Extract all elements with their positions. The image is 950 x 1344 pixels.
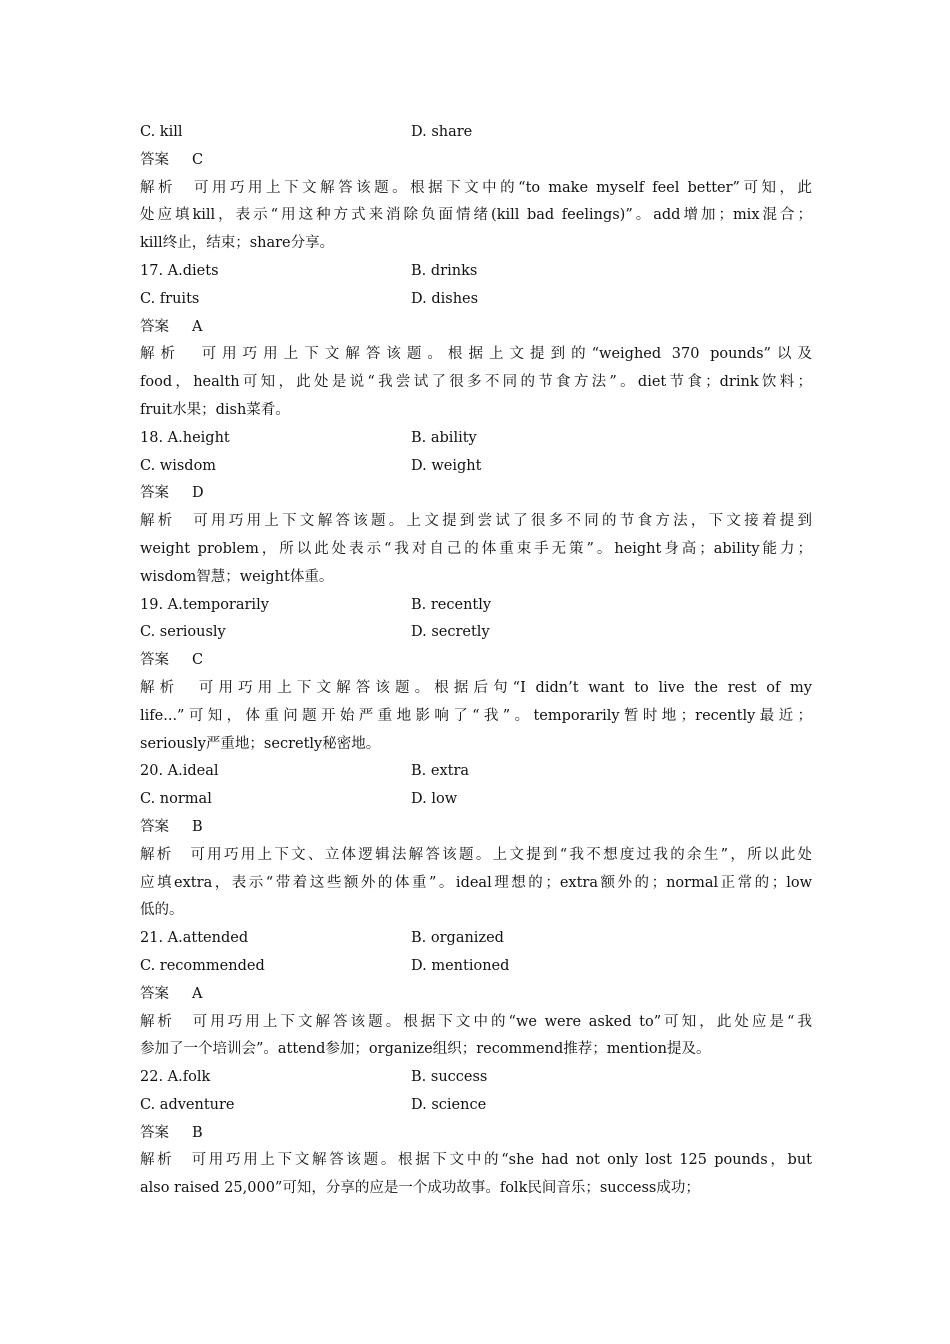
answer-label: 答案 (140, 485, 169, 502)
answer-value: D (192, 485, 204, 502)
option-row (140, 953, 812, 981)
option-left: C. kill (140, 124, 183, 140)
answer-label: 答案 (140, 151, 169, 168)
answer-label: 答案 (140, 318, 169, 335)
answer-label: 答案 (140, 985, 169, 1002)
explanation-line: 应填extra，表示“带着这些额外的体重”。ideal理想的；extra额外的；normal正常的；low (140, 874, 812, 891)
answer-value: C (192, 151, 204, 168)
explanation-line: 解析 可用巧用上下文解答该题。根据下文中的“we were asked to”可知，此处应是“我 (140, 1013, 812, 1030)
answer-label: 答案 (140, 652, 169, 669)
answer-line (140, 647, 812, 675)
option-left: 21. A.attended (140, 930, 249, 947)
option-row (140, 119, 812, 147)
option-right: B. organized (411, 930, 504, 947)
answer-line (140, 981, 812, 1009)
answer-value: B (192, 818, 203, 835)
option-left: C. adventure (140, 1096, 235, 1113)
option-right: B. recently (411, 596, 492, 613)
option-right: B. success (411, 1069, 488, 1086)
document-body (140, 119, 812, 1203)
option-right: D. mentioned (411, 957, 510, 974)
option-right: D. secretly (411, 624, 490, 641)
option-right: B. extra (411, 763, 470, 780)
explanation-line: also raised 25,000”可知，分享的应是一个成功故事。folk民间音乐；success成功； (140, 1180, 700, 1197)
option-left: C. fruits (140, 290, 200, 307)
answer-value: A (192, 985, 203, 1002)
option-left: 20. A.ideal (140, 763, 219, 780)
option-row (140, 619, 812, 647)
option-left: 18. A.height (140, 429, 230, 446)
option-row (140, 453, 812, 481)
option-left: 19. A.temporarily (140, 596, 269, 613)
answer-label: 答案 (140, 818, 169, 835)
option-row (140, 1064, 812, 1092)
option-right: B. ability (411, 429, 477, 446)
explanation-line: 处应填kill，表示“用这种方式来消除负面情绪(kill bad feelings)”。add增加；mix混合； (140, 207, 812, 224)
explanation-line: food，health可知，此处是说“我尝试了很多不同的节食方法”。diet节食；drink饮料； (140, 374, 812, 391)
option-row (140, 592, 812, 620)
answer-label: 答案 (140, 1124, 169, 1141)
option-right: D. dishes (411, 290, 479, 307)
option-right: D. science (411, 1096, 487, 1113)
explanation-line: 解析 可用巧用上下文解答该题。上文提到尝试了很多不同的节食方法，下文接着提到 (140, 513, 812, 530)
option-row (140, 758, 812, 786)
option-row (140, 1092, 812, 1120)
option-row (140, 786, 812, 814)
explanation-line: 解析 可用巧用上下文、立体逻辑法解答该题。上文提到“我不想度过我的余生”，所以此处 (140, 846, 812, 863)
option-right: D. low (411, 791, 458, 808)
explanation-line: kill终止，结束；share分享。 (140, 235, 335, 252)
explanation-line: 解析 可用巧用上下文解答该题。根据后句“I didn’t want to live the rest of my (140, 679, 812, 696)
option-left: C. seriously (140, 624, 226, 641)
answer-value: B (192, 1124, 203, 1141)
option-right: D. weight (411, 457, 482, 474)
option-left: C. recommended (140, 957, 265, 974)
option-row (140, 286, 812, 314)
option-row (140, 425, 812, 453)
explanation-line: 低的。 (140, 902, 184, 919)
answer-value: C (192, 652, 204, 669)
answer-line (140, 147, 812, 175)
option-left: C. normal (140, 791, 212, 808)
option-left: C. wisdom (140, 457, 217, 474)
answer-line (140, 814, 812, 842)
answer-line (140, 1120, 812, 1148)
explanation-line: life...”可知，体重问题开始严重地影响了“我”。temporarily暂时地；recently最近； (140, 707, 812, 724)
explanation-line: 参加了一个培训会”。attend参加；organize组织；recommend推荐；mention提及。 (140, 1041, 711, 1058)
option-right: D. share (411, 124, 473, 140)
explanation-line: 解析 可用巧用上下文解答该题。根据下文中的“to make myself feel better”可知，此 (140, 179, 812, 196)
answer-value: A (192, 318, 203, 335)
answer-line (140, 480, 812, 508)
option-right: B. drinks (411, 262, 478, 279)
explanation-line: weight problem，所以此处表示“我对自己的体重束手无策”。height身高；ability能力； (140, 540, 812, 557)
option-left: 22. A.folk (140, 1069, 211, 1086)
answer-line (140, 314, 812, 342)
explanation-line: 解析 可用巧用上下文解答该题。根据下文中的“she had not only lost 125 pounds，but (140, 1152, 812, 1169)
option-left: 17. A.diets (140, 262, 219, 279)
explanation-line: 解析 可用巧用上下文解答该题。根据上文提到的“weighed 370 pounds”以及 (140, 346, 812, 363)
option-row (140, 258, 812, 286)
explanation-line: seriously严重地；secretly秘密地。 (140, 735, 381, 752)
option-row (140, 925, 812, 953)
explanation-line: fruit水果；dish菜肴。 (140, 401, 290, 418)
explanation-line: wisdom智慧；weight体重。 (140, 568, 334, 585)
